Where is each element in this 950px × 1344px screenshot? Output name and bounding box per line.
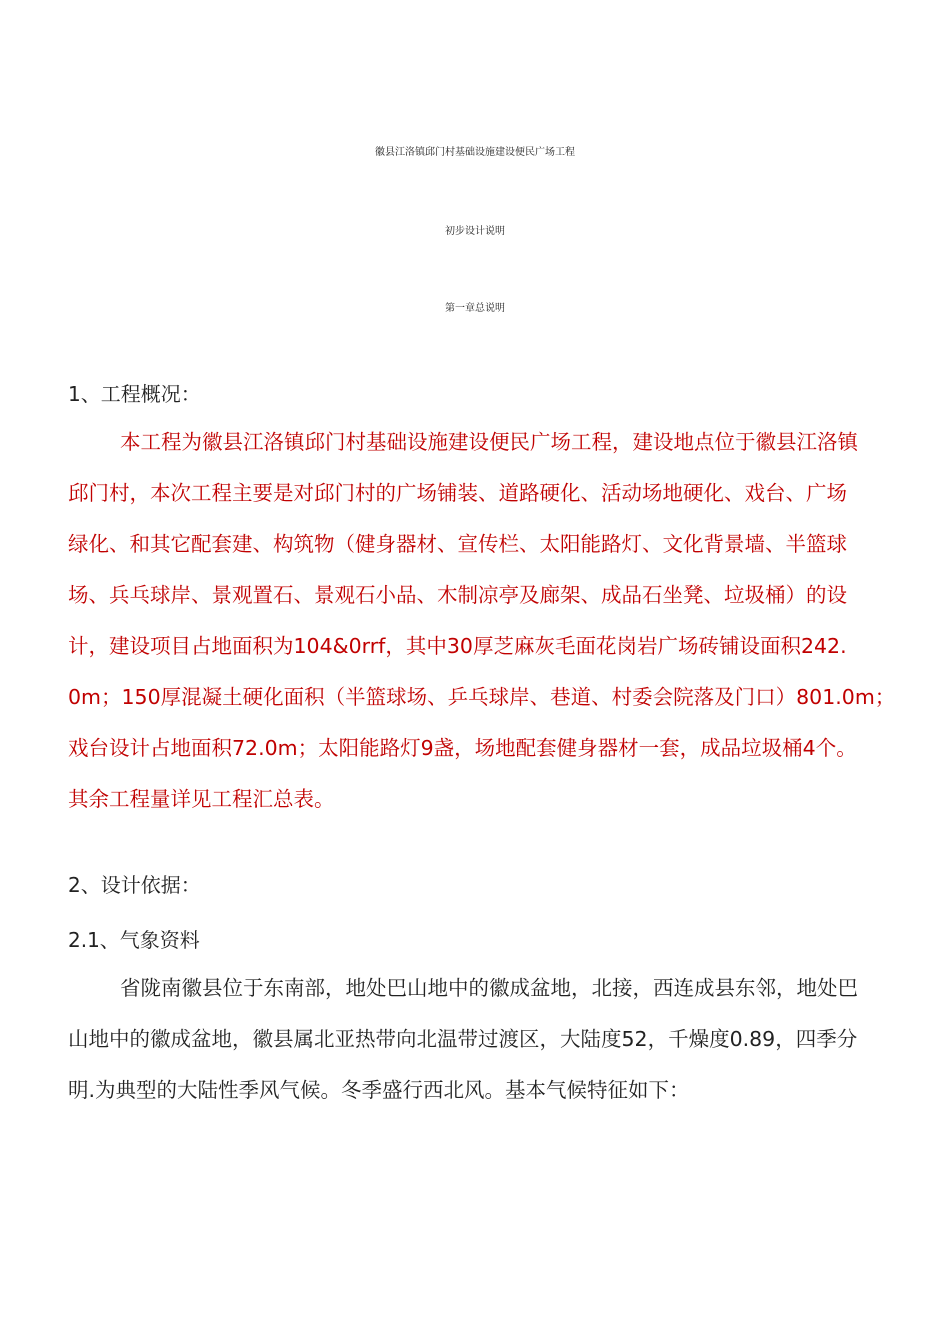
paragraph-line: 其余工程量详见工程汇总表。 xyxy=(68,787,335,811)
paragraph-line: 场、兵乓球岸、景观置石、景观石小品、木制凉亭及廊架、成品石坐凳、垃圾桶）的设 xyxy=(68,583,847,607)
paragraph-line: 绿化、和其它配套建、构筑物（健身器材、宣传栏、太阳能路灯、文化背景墙、半篮球 xyxy=(68,532,847,556)
document-subtitle: 初步设计说明 xyxy=(445,226,505,237)
section-2-1-heading: 2.1、气象资料 xyxy=(68,928,200,952)
document-title: 徽县江洛镇邱门村基础设施建设便民广场工程 xyxy=(375,147,575,158)
section-1-paragraph xyxy=(68,417,946,825)
paragraph-line: 本工程为徽县江洛镇邱门村基础设施建设便民广场工程，建设地点位于徽县江洛镇 xyxy=(120,430,858,454)
paragraph-line: 0m；150厚混凝土硬化面积（半篮球场、乒乓球岸、巷道、村委会院落及门口）801.0m； xyxy=(68,685,896,709)
section-1-heading: 1、工程概况： xyxy=(68,382,201,406)
paragraph-line: 明.为典型的大陆性季风气候。冬季盛行西北风。基本气候特征如下： xyxy=(68,1078,690,1102)
paragraph-line: 邱门村，本次工程主要是对邱门村的广场铺装、道路硬化、活动场地硬化、戏台、广场 xyxy=(68,481,847,505)
paragraph-line: 计，建设项目占地面积为104&0rrf，其中30厚芝麻灰毛面花岗岩广场砖铺设面积242. xyxy=(68,634,847,658)
section-2-1-paragraph xyxy=(68,963,946,1116)
paragraph-line: 戏台设计占地面积72.0m；太阳能路灯9盏，场地配套健身器材一套，成品垃圾桶4个。 xyxy=(68,736,857,760)
section-2-heading: 2、设计依据： xyxy=(68,873,201,897)
paragraph-line: 省陇南徽县位于东南部，地处巴山地中的徽成盆地，北接，西连成县东邻，地处巴 xyxy=(120,976,858,1000)
chapter-title: 第一章总说明 xyxy=(445,303,505,314)
paragraph-line: 山地中的徽成盆地，徽县属北亚热带向北温带过渡区，大陆度52，千燥度0.89，四季分 xyxy=(68,1027,858,1051)
